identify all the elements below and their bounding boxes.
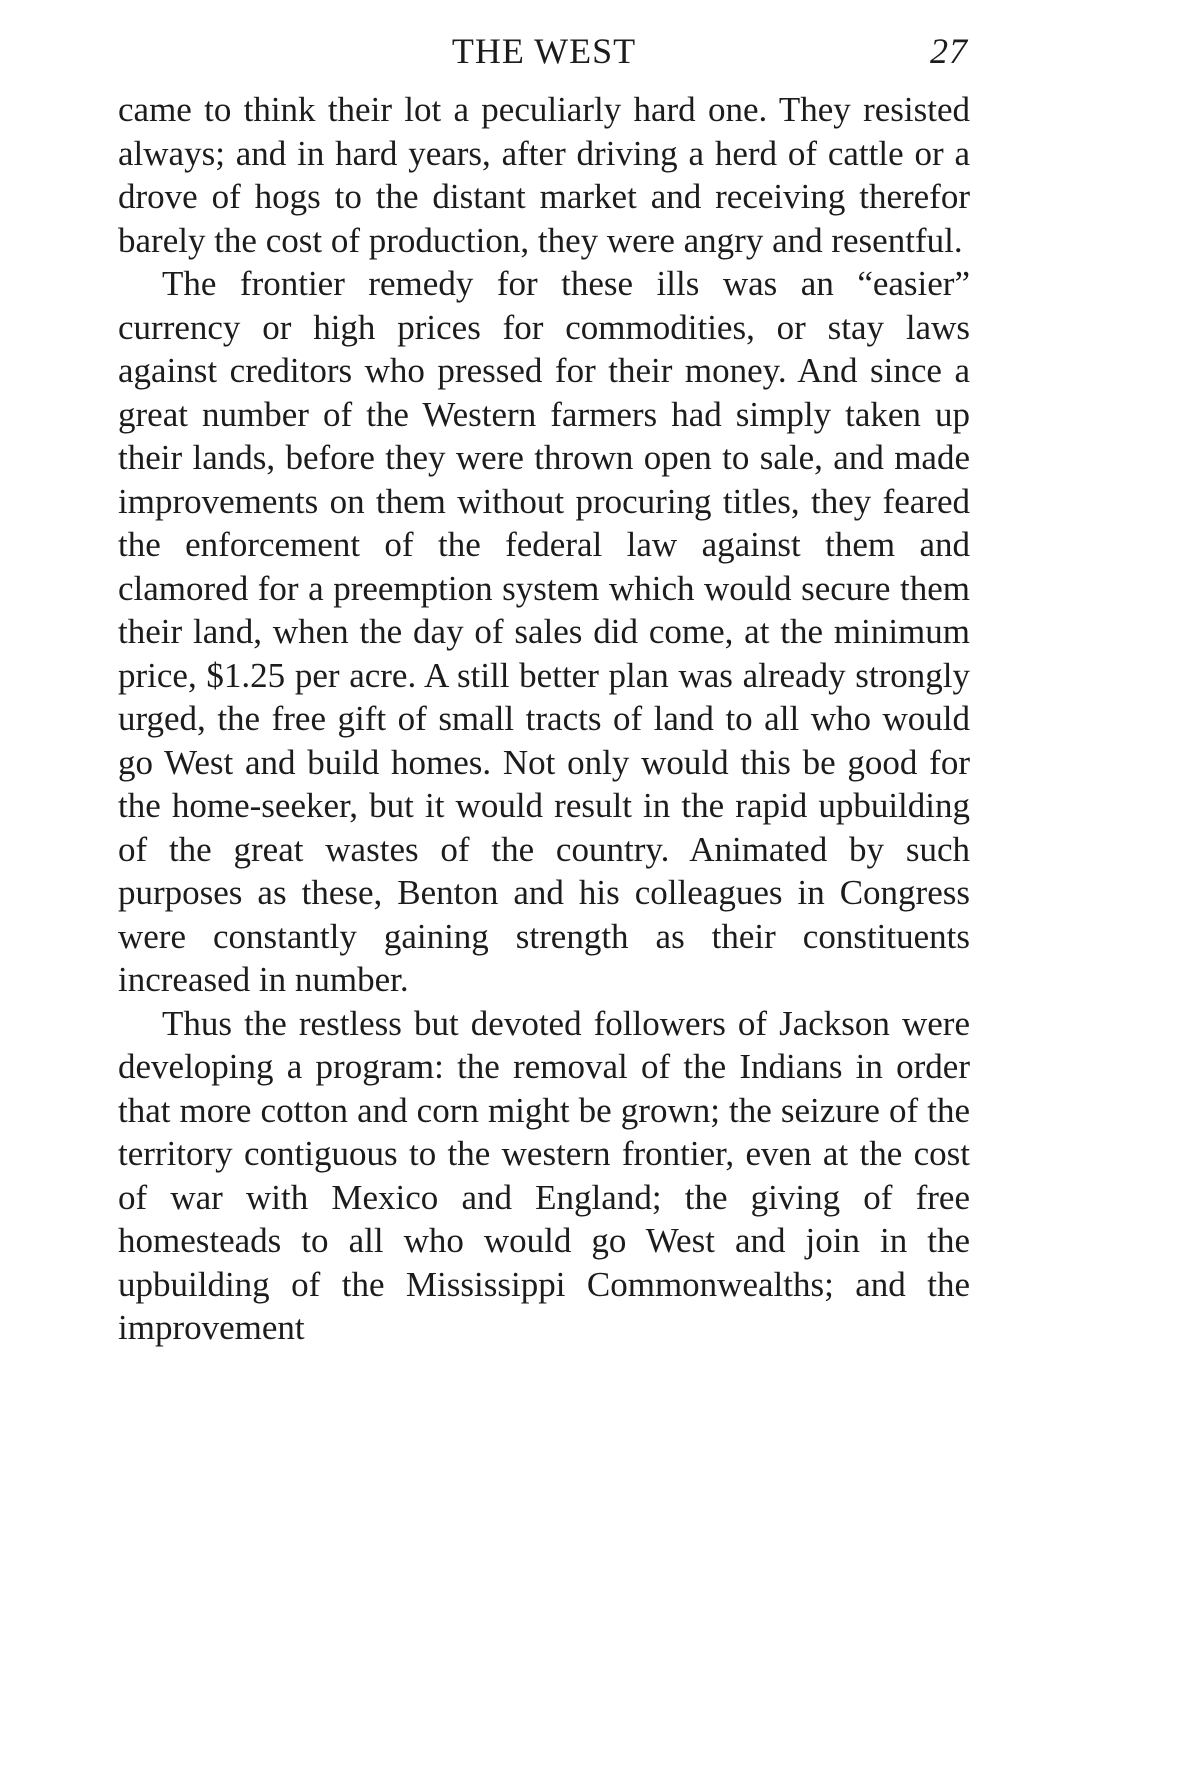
body-text bbox=[118, 88, 970, 1350]
paragraph-frontier-remedy: The frontier remedy for these ills was an “easier” currency or high prices for commodities, or stay laws against creditors who pressed for their money. And since a great number of the Western farmers had simply taken up their lands, before they were thrown open to sale, and made improvements on them without procuring titles, they feared the enforcement of the federal law against them and clamored for a preemption system which would secure them their land, when the day of sales did come, at the minimum price, $1.25 per acre. A still better plan was already strongly urged, the free gift of small tracts of land to all who would go West and build homes. Not only would this be good for the home-seeker, but it would result in the rapid upbuilding of the great wastes of the country. Animated by such purposes as these, Benton and his colleagues in Congress were constantly gaining strength as their constituents increased in number. bbox=[118, 264, 970, 999]
running-head bbox=[118, 28, 970, 88]
paragraph-continued: came to think their lot a peculiarly hard one. They resisted always; and in hard years, after driving a herd of cattle or a drove of hogs to the distant market and receiving therefor barely the cost of production, they were angry and resentful. bbox=[118, 90, 970, 260]
running-title: THE WEST bbox=[451, 31, 637, 71]
paragraph-jackson-program: Thus the restless but devoted followers of Jackson were developing a program: the removal of the Indians in order that more cotton and corn might be grown; the seizure of the territory contiguous to the western frontier, even at the cost of war with Mexico and England; the giving of free homesteads to all who would go West and join in the upbuilding of the Mississippi Commonwealths; and the improvement bbox=[118, 1003, 970, 1347]
page-number: 27 bbox=[930, 31, 968, 71]
book-page bbox=[118, 28, 970, 1350]
